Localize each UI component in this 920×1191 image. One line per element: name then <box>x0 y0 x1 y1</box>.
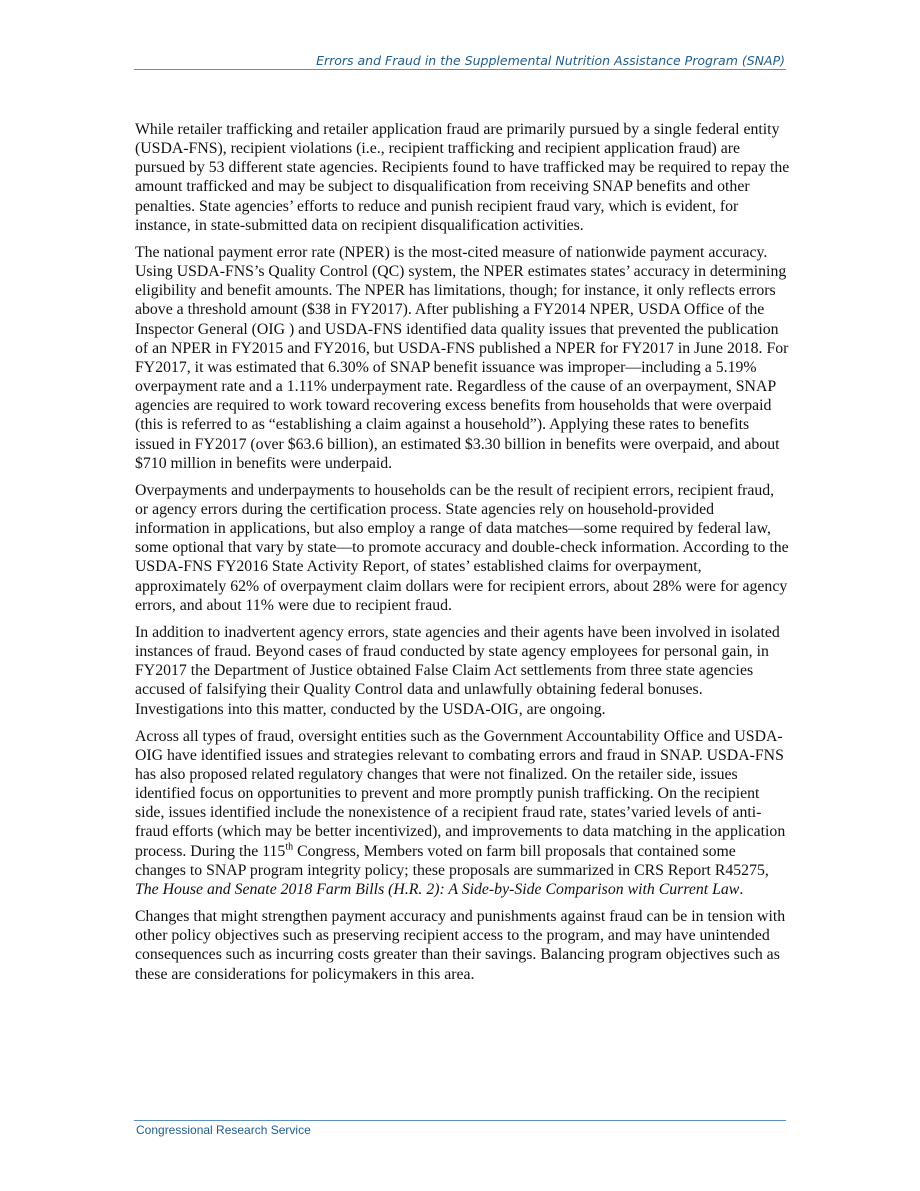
paragraph-retailer-vs-recipient-fraud: While retailer trafficking and retailer application fraud are primarily pursued by a single federal entity (USDA-FNS), recipient violations (i.e., recipient trafficking and recipient application fraud) are pursued by 53 different state agencies. Recipients found to have trafficked may be required to repay the amount trafficked and may be subject to disqualification from receiving SNAP benefits and other penalties. State agencies’ efforts to reduce and punish recipient fraud vary, which is evident, for instance, in state-submitted data on recipient disqualification activities. <box>135 121 790 234</box>
paragraph-policy-tension: Changes that might strengthen payment accuracy and punishments against fraud can be in tension with other policy objectives such as preserving recipient access to the program, and may have unintended consequences such as incurring costs greater than their savings. Balancing program objectives such as these are considerations for policymakers in this area. <box>135 908 786 983</box>
paragraph-overpayments-underpayments: Overpayments and underpayments to households can be the result of recipient errors, recipient fraud, or agency errors during the certification process. State agencies rely on household-provided information in applications, but also employ a range of data matches—some required by federal law, some optional that vary by state—to promote accuracy and double-check information. According to the USDA-FNS FY2016 State Activity Report, of states’ established claims for overpayment, approximately 62% of overpayment claim dollars were for recipient errors, about 28% were for agency errors, and about 11% were due to recipient fraud. <box>135 481 789 614</box>
paragraph-national-payment-error-rate: The national payment error rate (NPER) is the most-cited measure of nationwide payment accuracy. Using USDA-FNS’s Quality Control (QC) system, the NPER estimates states’ accuracy in determining eligibility and benefit amounts. The NPER has limitations, though; for instance, it only reflects errors above a threshold amount ($38 in FY2017). After publishing a FY2014 NPER, USDA Office of the Inspector General (OIG ) and USDA-FNS identified data quality issues that prevented the publication of an NPER in FY2015 and FY2016, but USDA-FNS published a NPER for FY2017 in June 2018. For FY2017, it was estimated that 6.30% of SNAP benefit issuance was improper—including a 5.19% overpayment rate and a 1.11% underpayment rate. Regardless of the cause of an overpayment, SNAP agencies are required to work toward recovering excess benefits from households that were overpaid (this is referred to as “establishing a claim against a household”). Applying these rates to benefits issued in FY2017 (over $63.6 billion), an estimated $3.30 billion in benefits were overpaid, and about $710 million in benefits were underpaid. <box>135 243 789 472</box>
paragraph-oversight-text-c: . <box>739 880 744 898</box>
paragraph-oversight-text-a: Across all types of fraud, oversight entities such as the Government Accountability Office and USDA-OIG have identified issues and strategies relevant to combating errors and fraud in SNAP. USDA-FNS has also proposed related regulatory changes that were not finalized. On the retailer side, issues identified focus on opportunities to prevent and more promptly punish trafficking. On the recipient side, issues identified include the nonexistence of a recipient fraud rate, states’varied levels of anti-fraud efforts (which may be better incentivized), and improvements to data matching in the application process. During the 115 <box>135 727 786 860</box>
body-text <box>135 120 790 992</box>
paragraph-oversight-text-b: Congress, Members voted on farm bill proposals that contained some changes to SNAP program integrity policy; these proposals are summarized in CRS Report R45275, <box>135 842 769 879</box>
ordinal-superscript: th <box>285 841 294 853</box>
running-header-title: Errors and Fraud in the Supplemental Nutrition Assistance Program (SNAP) <box>316 53 785 68</box>
paragraph-oversight-issues <box>135 727 790 899</box>
report-title-citation: The House and Senate 2018 Farm Bills (H.R. 2): A Side-by-Side Comparison with Current Law <box>135 880 740 898</box>
paragraph-agency-fraud: In addition to inadvertent agency errors, state agencies and their agents have been involved in isolated instances of fraud. Beyond cases of fraud conducted by state agency employees for personal gain, in FY2017 the Department of Justice obtained False Claim Act settlements from three state agencies accused of falsifying their Quality Control data and unlawfully obtaining federal bonuses. Investigations into this matter, conducted by the USDA-OIG, are ongoing. <box>135 623 780 718</box>
header-divider <box>134 69 786 70</box>
footer-organization: Congressional Research Service <box>136 1123 311 1137</box>
footer-divider <box>134 1120 786 1121</box>
